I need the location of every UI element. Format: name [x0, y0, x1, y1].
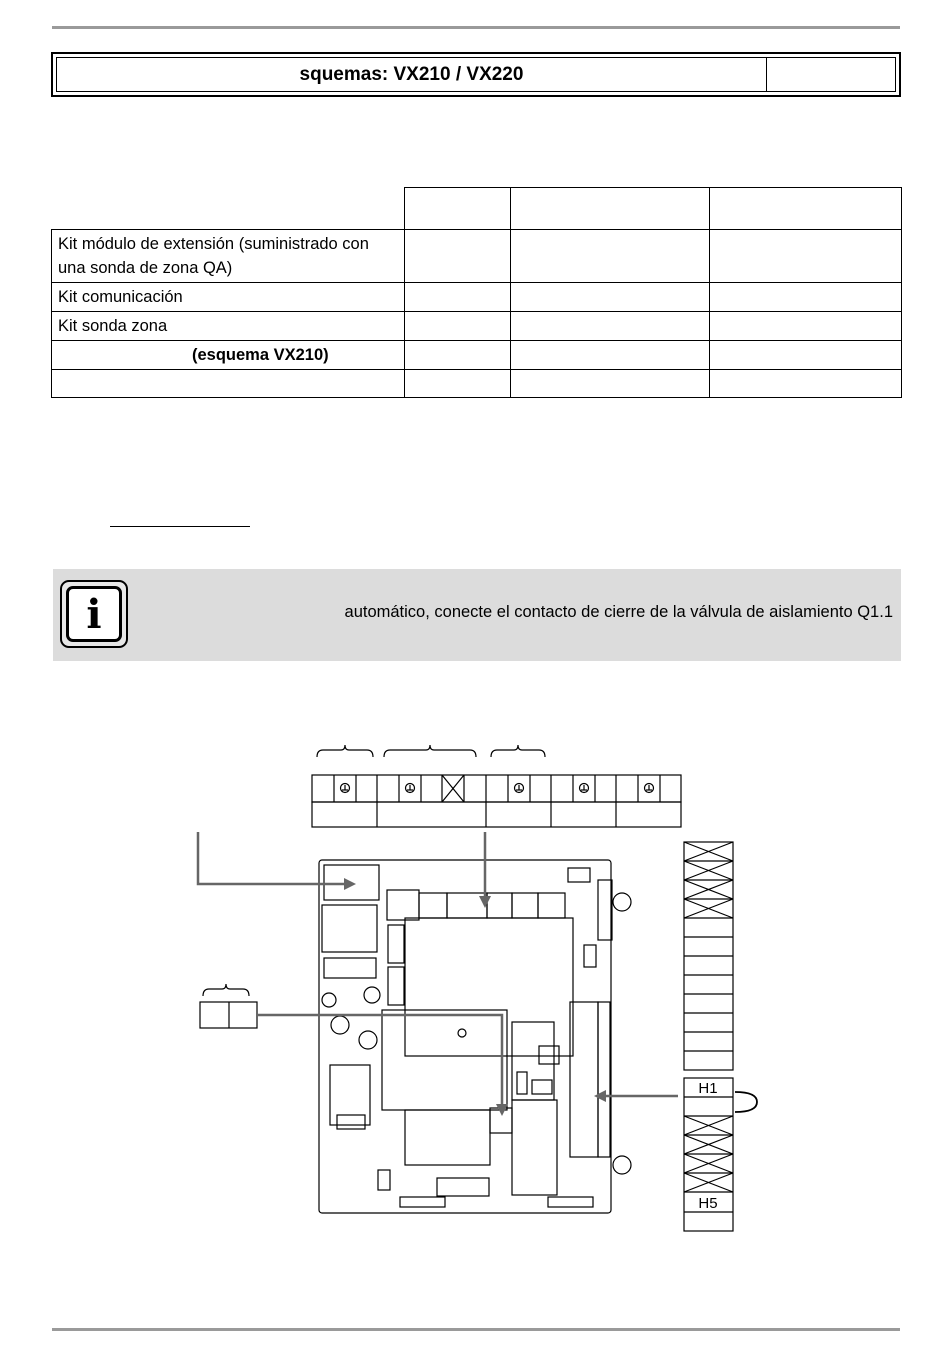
side-connector [570, 1002, 598, 1157]
info-note-text: automático, conecte el contacto de cierre de la válvula de aislamiento Q1.1 [344, 603, 893, 621]
kit-label-cell: Kit comunicación [52, 283, 405, 312]
kit-label-text: (esquema VX210) [192, 346, 329, 364]
brace-group-1 [317, 745, 373, 757]
terminal-dividers [334, 775, 660, 827]
brace-group-3 [491, 745, 545, 757]
brace-small-left [203, 984, 249, 996]
terminal-strip-bottom [312, 802, 681, 827]
brace-group-2 [384, 745, 476, 757]
info-icon-glyph: i [66, 586, 122, 642]
h1-loop [735, 1092, 757, 1112]
connector-lmb [387, 890, 419, 920]
terminal-column-dividers [684, 842, 733, 1051]
transformer [322, 905, 377, 952]
connection-lines [198, 832, 678, 1108]
kit-label-cell: Kit módulo de extensión (suministrado con una sonda de zona QA) [52, 230, 405, 283]
terminal-label-h5: H5 [698, 1195, 718, 1212]
kit-label-cell: Kit sonda zona [52, 312, 405, 341]
earth-symbols [341, 784, 654, 793]
terminal-strip-top [312, 775, 681, 802]
terminal-label-h1: H1 [698, 1080, 718, 1097]
control-board [319, 860, 611, 1213]
page-title: squemas: VX210 / VX220 [57, 58, 767, 91]
arrow-heads [344, 878, 606, 1116]
processor-area [405, 918, 573, 1056]
